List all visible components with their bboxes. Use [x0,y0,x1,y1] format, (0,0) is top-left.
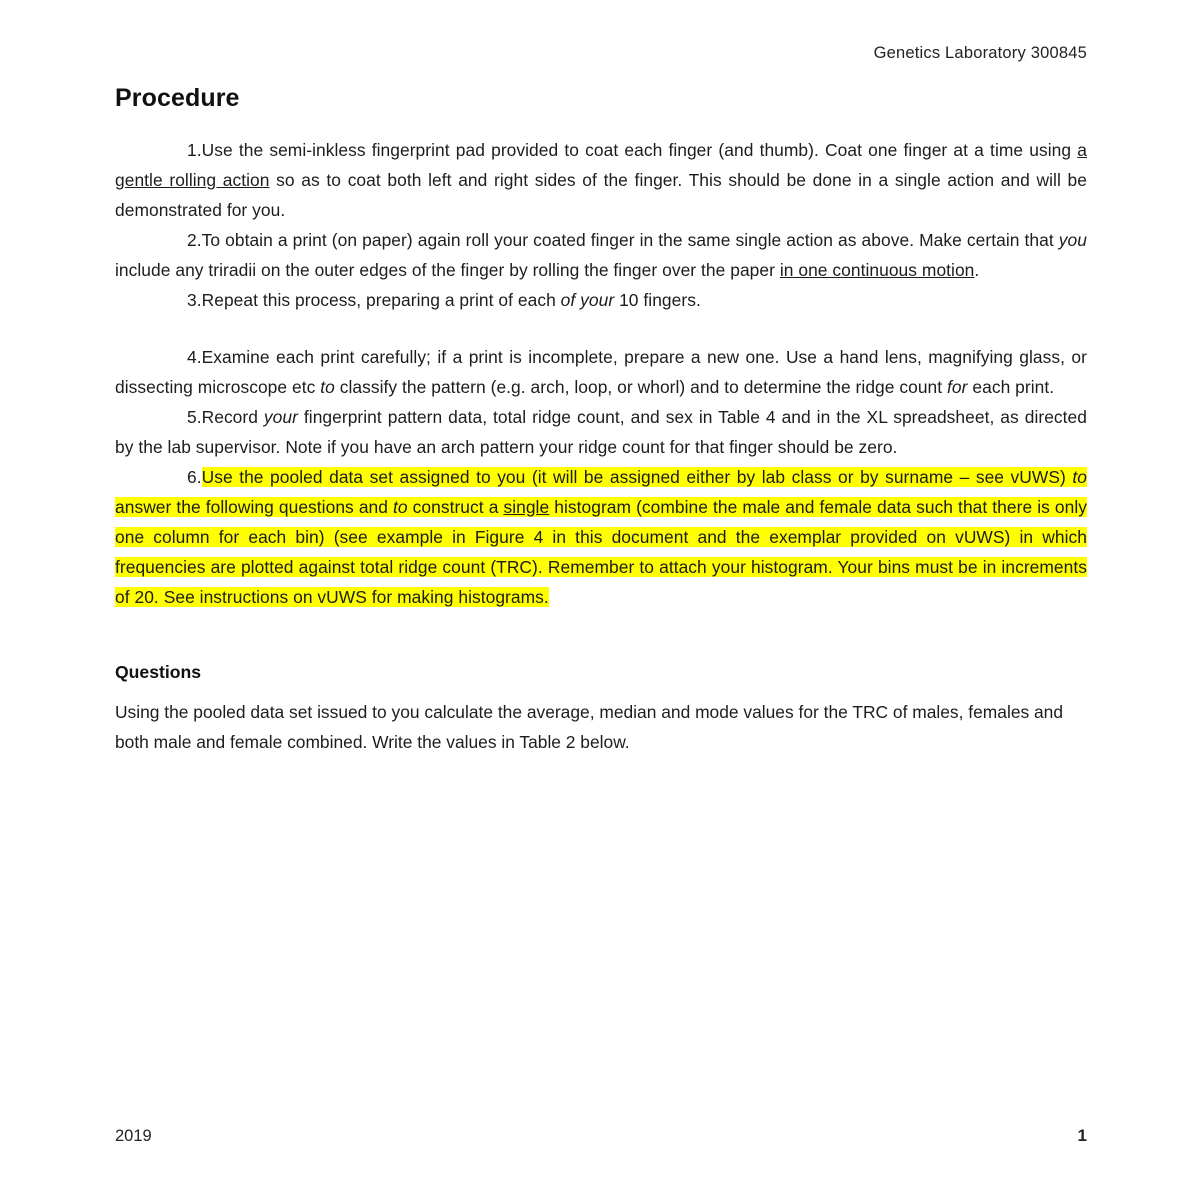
step-5-italic-1: your [263,407,298,427]
procedure-step-1 [115,135,1087,225]
footer-page-number: 1 [1077,1126,1087,1145]
step-2-text-a: To obtain a print (on paper) again roll your coated finger in the same single action as above. Make certain that [201,230,1059,250]
step-1-text-b: so as to coat both left and right sides of the finger. This should be done in a single action and will be demonstrated for you. [115,170,1087,220]
step-6-italic-1: to [1072,467,1087,487]
step-2-text-b: include any triradii on the outer edges of the finger by rolling the finger over the paper [115,260,780,280]
step-6-highlight [115,467,1087,607]
questions-heading: Questions [115,662,202,682]
step-6-text-a: Use the pooled data set assigned to you (it will be assigned either by lab class or by surname – see vUWS) [201,467,1073,487]
step-4-number: 4. [187,347,202,367]
questions-section [115,662,1087,757]
step-1-number: 1. [187,140,202,160]
step-2-text-c: . [974,260,980,280]
step-6-italic-2: to [393,497,408,517]
step-5-text-b: fingerprint pattern data, total ridge count, and sex in Table 4 and in the XL spreadsheet, as directed by the lab supervisor. Note if you have an arch pattern your ridge count for that finger should be zero. [115,407,1087,457]
step-3-number: 3. [187,290,202,310]
step-3-italic-1: of your [560,290,615,310]
step-6-number: 6. [187,467,202,487]
step-4-italic-2: for [947,377,968,397]
step-1-underline-1: a gentle rolling action [115,140,1087,190]
step-5-number: 5. [187,407,202,427]
questions-body: Using the pooled data set issued to you calculate the average, median and mode values for the TRC of males, females and both male and female combined. Write the values in Table 2 below. [115,702,1064,752]
procedure-step-3 [115,285,1087,315]
step-4-text-c: each print. [967,377,1055,397]
procedure-step-4 [115,342,1087,402]
step-2-underline-1: in one continuous motion [779,260,975,280]
step-1-text-a: Use the semi-inkless fingerprint pad provided to coat each finger (and thumb). Coat one finger at a time using [201,140,1078,160]
step-4-italic-1: to [320,377,335,397]
step-2-number: 2. [187,230,202,250]
step-6-underline-1: single [503,497,550,517]
step-3-text-b: 10 fingers. [614,290,701,310]
document-body [115,84,1087,757]
procedure-step-5 [115,402,1087,462]
step-4-text-b: classify the pattern (e.g. arch, loop, or whorl) and to determine the ridge count [334,377,948,397]
running-head: Genetics Laboratory 300845 [873,44,1087,62]
step-3-text-a: Repeat this process, preparing a print of each [201,290,561,310]
page-title: Procedure [115,84,240,112]
step-6-text-c: construct a [407,497,504,517]
document-footer [115,1126,1087,1146]
procedure-step-6 [115,462,1087,612]
step-4-text-a: Examine each print carefully; if a print is incomplete, prepare a new one. Use a hand lens, magnifying glass, or dissecting microscope etc [115,347,1087,397]
step-2-italic-1: you [1058,230,1087,250]
step-6-text-b: answer the following questions and [115,497,394,517]
procedure-step-2 [115,225,1087,285]
step-6-text-d: histogram (combine the male and female data such that there is only one column for each bin) (see example in Figure 4 in this document and the exemplar provided on vUWS) in which frequencies are plotted against total ridge count (TRC). Remember to attach your histogram. Your bins must be in increments of 20. See instructions on vUWS for making histograms. [115,497,1088,607]
footer-year: 2019 [115,1127,152,1145]
step-5-text-a: Record [201,407,264,427]
